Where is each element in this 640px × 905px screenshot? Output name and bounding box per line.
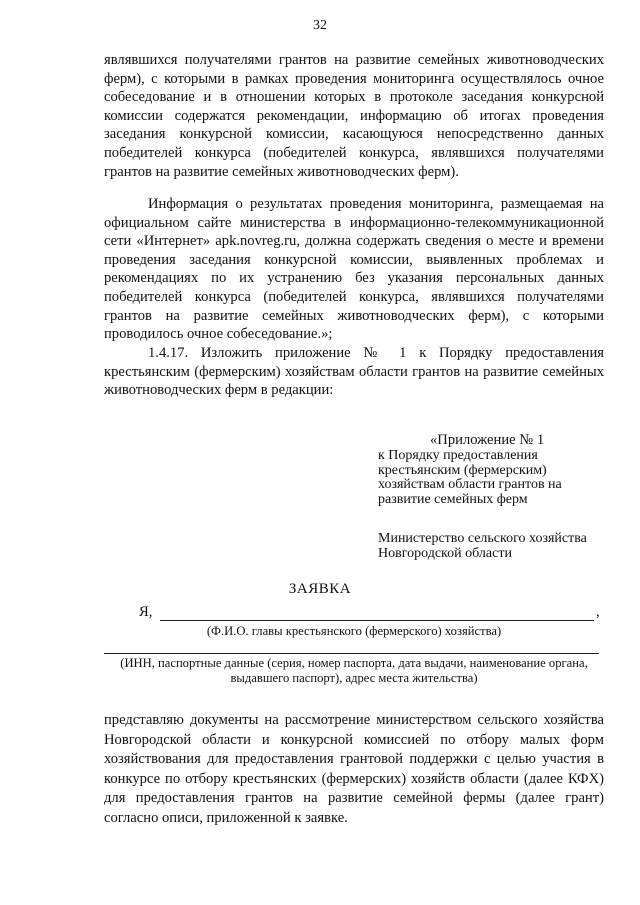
name-fill-line[interactable] — [160, 620, 594, 621]
name-comma: , — [596, 604, 600, 620]
page-number: 32 — [313, 18, 327, 33]
details-fill-line[interactable] — [104, 653, 599, 654]
paragraph-2: Информация о результатах проведения мониторинга, размещаемая на официальном сайте министерства в информационно-телекоммуникационной сети «Интернет» apk.novreg.ru, должна содержать сведения о месте и времени проведения заседания конкурсной комиссии, выявленных проблемах и рекомендациях по их устранению без указания персональных данных победителей конкурса (победителей конкурса, являвшихся получателями грантов на развитие семейных животноводческих ферм), с которыми проводилось очное собеседование.»; — [104, 196, 604, 343]
paragraph-4: представляю документы на рассмотрение министерством сельского хозяйства Новгородской области и конкурсной комиссией по отбору малых форм хозяйствования для предоставления грантовой поддержки с целью участия в конкурсе по отбору крестьянских (фермерских) хозяйств области (далее КФХ) для предоставления грантов на развитие семейной фермы (далее грант) согласно описи, приложенной к заявке. — [104, 712, 604, 826]
appendix-subtitle: к Порядку предоставления крестьянским (фермерским) хозяйствам области грантов на развитие семейных ферм — [378, 448, 562, 507]
form-heading: ЗАЯВКА — [288, 581, 352, 597]
appendix-title: «Приложение № 1 — [430, 432, 545, 448]
appendix-addressee: Министерство сельского хозяйства Новгородской области — [378, 531, 587, 561]
details-caption: (ИНН, паспортные данные (серия, номер паспорта, дата выдачи, наименование органа, выдавшего паспорт), адрес места жительства) — [120, 656, 588, 685]
paragraph-1: являвшихся получателями грантов на развитие семейных животноводческих ферм), с которыми в рамках проведения мониторинга осуществлялось очное собеседование и в отношении которых в протоколе заседания конкурсной комиссии содержатся рекомендации, информацию об итогах проведения заседания конкурсной комиссии, касающуюся непосредственно данных победителей конкурса (победителей конкурса, являвшихся получателями грантов на развитие семейных животноводческих ферм). — [104, 52, 604, 180]
name-caption: (Ф.И.О. главы крестьянского (фермерского) хозяйства) — [206, 624, 502, 638]
ya-label: Я, — [139, 604, 153, 620]
paragraph-3: 1.4.17. Изложить приложение № 1 к Порядку предоставления крестьянским (фермерским) хозяйствам области грантов на развитие семейных животноводческих ферм в редакции: — [104, 345, 604, 399]
